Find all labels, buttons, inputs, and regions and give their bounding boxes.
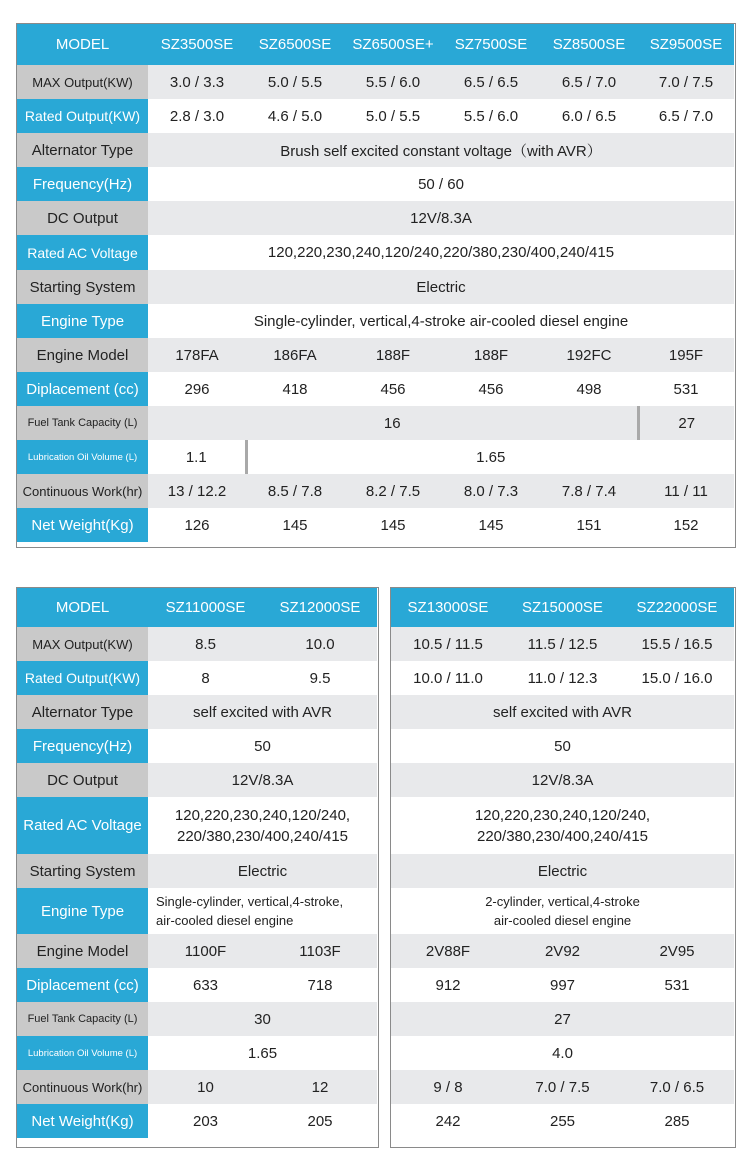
cell: 12V/8.3A [391, 763, 734, 797]
table-row [391, 1070, 734, 1104]
cell-line: air-cooled diesel engine [493, 913, 632, 928]
cell: 9.5 [263, 661, 377, 695]
table-row [17, 304, 734, 338]
cell: 178FA [148, 338, 246, 372]
cell: 12 [263, 1070, 377, 1104]
cell: Electric [391, 854, 734, 888]
cell: 10.0 [263, 627, 377, 661]
cell: 531 [620, 968, 734, 1002]
row-label: Rated Output(KW) [17, 99, 148, 133]
cell: 7.0 / 7.5 [505, 1070, 620, 1104]
cell: 10 [148, 1070, 263, 1104]
table-row [17, 1070, 377, 1104]
cell: 2.8 / 3.0 [148, 99, 246, 133]
table-row [17, 167, 734, 201]
cell: 151 [540, 508, 638, 542]
cell: 186FA [246, 338, 344, 372]
row-label: Fuel Tank Capacity (L) [17, 1002, 148, 1036]
cell: 456 [344, 372, 442, 406]
cell: 1.65 [246, 440, 734, 474]
table-row [17, 338, 734, 372]
cell: 15.0 / 16.0 [620, 661, 734, 695]
row-label: Engine Type [17, 888, 148, 934]
cell: 188F [442, 338, 540, 372]
cell: 2V88F [391, 934, 505, 968]
table-row [17, 888, 377, 934]
row-label: Rated AC Voltage [17, 235, 148, 270]
cell: Single-cylinder, vertical,4-stroke air-cooled diesel engine [148, 304, 734, 338]
cell: Electric [148, 270, 734, 304]
cell-line: 2-cylinder, vertical,4-stroke [485, 894, 640, 909]
cell [391, 797, 734, 854]
cell: 1103F [263, 934, 377, 968]
table-row [17, 729, 377, 763]
row-label: Alternator Type [17, 133, 148, 167]
cell: 11.5 / 12.5 [505, 627, 620, 661]
table-row [391, 797, 734, 854]
cell: 5.5 / 6.0 [344, 65, 442, 99]
cell: 145 [246, 508, 344, 542]
cell: 418 [246, 372, 344, 406]
cell: Electric [148, 854, 377, 888]
table-row [391, 854, 734, 888]
table-row [17, 1002, 377, 1036]
table-row [391, 1002, 734, 1036]
cell: 6.5 / 6.5 [442, 65, 540, 99]
table-row [391, 627, 734, 661]
table-row [391, 968, 734, 1002]
table-row [17, 474, 734, 508]
cell: 1.65 [148, 1036, 377, 1070]
row-label: Diplacement (cc) [17, 372, 148, 406]
row-label: Lubrication Oil Volume (L) [17, 440, 148, 474]
table-row [17, 270, 734, 304]
header-model-name: SZ22000SE [620, 588, 734, 627]
cell: 15.5 / 16.5 [620, 627, 734, 661]
cell: 145 [442, 508, 540, 542]
table-row [17, 1104, 377, 1138]
cell [391, 888, 734, 934]
cell: 8.5 / 7.8 [246, 474, 344, 508]
cell: 7.0 / 7.5 [638, 65, 734, 99]
cell: 11.0 / 12.3 [505, 661, 620, 695]
cell: 8.0 / 7.3 [442, 474, 540, 508]
header-model-name: SZ7500SE [442, 24, 540, 65]
cell: 5.5 / 6.0 [442, 99, 540, 133]
cell-line: Single-cylinder, vertical,4-stroke, [156, 894, 344, 909]
header-model-name: SZ15000SE [505, 588, 620, 627]
row-label: DC Output [17, 201, 148, 235]
table-row [17, 661, 377, 695]
table-row [17, 133, 734, 167]
row-label: Continuous Work(hr) [17, 474, 148, 508]
cell-line: 120,220,230,240,120/240, [474, 806, 651, 824]
table-row [391, 661, 734, 695]
cell: self excited with AVR [148, 695, 377, 729]
cell [148, 797, 377, 854]
cell: 16 [148, 406, 638, 440]
table-row [17, 627, 377, 661]
table-row [391, 1036, 734, 1070]
row-label: DC Output [17, 763, 148, 797]
table-header-row [391, 588, 734, 627]
cell: 285 [620, 1104, 734, 1138]
table-row [391, 763, 734, 797]
table-row [17, 763, 377, 797]
cell: 50 / 60 [148, 167, 734, 201]
table-row [17, 797, 377, 854]
row-label: Starting System [17, 854, 148, 888]
table-header-row [17, 24, 734, 65]
header-model-name: SZ11000SE [148, 588, 263, 627]
spec-table-3 [391, 588, 734, 1138]
cell: 2V92 [505, 934, 620, 968]
cell: 1100F [148, 934, 263, 968]
row-label: Engine Model [17, 934, 148, 968]
row-label: Rated AC Voltage [17, 797, 148, 854]
row-label: Net Weight(Kg) [17, 508, 148, 542]
row-label: Fuel Tank Capacity (L) [17, 406, 148, 440]
cell: Brush self excited constant voltage（with AVR） [148, 133, 734, 167]
table-row [17, 65, 734, 99]
spec-table-2 [17, 588, 377, 1138]
cell-line: air-cooled diesel engine [156, 913, 294, 928]
row-label: Alternator Type [17, 695, 148, 729]
table-header-row [17, 588, 377, 627]
table-row [17, 508, 734, 542]
cell: 12V/8.3A [148, 763, 377, 797]
cell: 50 [148, 729, 377, 763]
header-model-name: SZ6500SE+ [344, 24, 442, 65]
spec-table-1 [17, 24, 734, 542]
row-label: MAX Output(KW) [17, 627, 148, 661]
cell: 5.0 / 5.5 [344, 99, 442, 133]
cell: 1.1 [148, 440, 246, 474]
cell: 203 [148, 1104, 263, 1138]
cell: 997 [505, 968, 620, 1002]
cell: 27 [638, 406, 734, 440]
table-row [391, 888, 734, 934]
cell: 2V95 [620, 934, 734, 968]
table-row [17, 201, 734, 235]
cell: self excited with AVR [391, 695, 734, 729]
table-row [17, 440, 734, 474]
header-model-name: SZ3500SE [148, 24, 246, 65]
header-model-name: SZ13000SE [391, 588, 505, 627]
table-row [17, 854, 377, 888]
header-model-name: SZ12000SE [263, 588, 377, 627]
cell: 145 [344, 508, 442, 542]
table-row [17, 695, 377, 729]
table-row [391, 695, 734, 729]
cell: 9 / 8 [391, 1070, 505, 1104]
cell: 6.5 / 7.0 [638, 99, 734, 133]
cell: 5.0 / 5.5 [246, 65, 344, 99]
cell: 6.0 / 6.5 [540, 99, 638, 133]
cell: 120,220,230,240,120/240,220/380,230/400,240/415 [148, 235, 734, 270]
table-row [17, 968, 377, 1002]
cell: 11 / 11 [638, 474, 734, 508]
table-row [17, 372, 734, 406]
table-row [17, 406, 734, 440]
header-model: MODEL [17, 24, 148, 65]
cell: 188F [344, 338, 442, 372]
cell: 30 [148, 1002, 377, 1036]
cell: 498 [540, 372, 638, 406]
cell: 10.5 / 11.5 [391, 627, 505, 661]
row-label: Diplacement (cc) [17, 968, 148, 1002]
table-row [391, 729, 734, 763]
cell: 7.0 / 6.5 [620, 1070, 734, 1104]
cell: 6.5 / 7.0 [540, 65, 638, 99]
cell: 4.0 [391, 1036, 734, 1070]
header-model: MODEL [17, 588, 148, 627]
cell: 8.2 / 7.5 [344, 474, 442, 508]
cell: 912 [391, 968, 505, 1002]
header-model-name: SZ9500SE [638, 24, 734, 65]
row-label: Rated Output(KW) [17, 661, 148, 695]
row-label: Frequency(Hz) [17, 167, 148, 201]
cell: 242 [391, 1104, 505, 1138]
cell: 13 / 12.2 [148, 474, 246, 508]
cell: 296 [148, 372, 246, 406]
cell: 8.5 [148, 627, 263, 661]
row-label: Lubrication Oil Volume (L) [17, 1036, 148, 1070]
cell: 8 [148, 661, 263, 695]
cell: 195F [638, 338, 734, 372]
cell: 3.0 / 3.3 [148, 65, 246, 99]
cell: 126 [148, 508, 246, 542]
table-row [17, 235, 734, 270]
cell: 4.6 / 5.0 [246, 99, 344, 133]
cell: 12V/8.3A [148, 201, 734, 235]
row-label: Frequency(Hz) [17, 729, 148, 763]
row-label: Engine Type [17, 304, 148, 338]
row-label: MAX Output(KW) [17, 65, 148, 99]
cell: 152 [638, 508, 734, 542]
row-label: Starting System [17, 270, 148, 304]
cell: 456 [442, 372, 540, 406]
cell: 718 [263, 968, 377, 1002]
cell-line: 120,220,230,240,120/240, [174, 806, 351, 824]
cell: 205 [263, 1104, 377, 1138]
table-row [17, 99, 734, 133]
cell-line: 220/380,230/400,240/415 [177, 827, 348, 845]
cell: 27 [391, 1002, 734, 1036]
row-label: Continuous Work(hr) [17, 1070, 148, 1104]
header-model-name: SZ8500SE [540, 24, 638, 65]
cell: 255 [505, 1104, 620, 1138]
table-row [17, 1036, 377, 1070]
table-row [391, 1104, 734, 1138]
cell: 633 [148, 968, 263, 1002]
cell: 50 [391, 729, 734, 763]
table-row [17, 934, 377, 968]
cell: 10.0 / 11.0 [391, 661, 505, 695]
cell-line: 220/380,230/400,240/415 [477, 827, 648, 845]
table-row [391, 934, 734, 968]
cell [148, 888, 377, 934]
row-label: Engine Model [17, 338, 148, 372]
header-model-name: SZ6500SE [246, 24, 344, 65]
cell: 7.8 / 7.4 [540, 474, 638, 508]
row-label: Net Weight(Kg) [17, 1104, 148, 1138]
cell: 531 [638, 372, 734, 406]
cell: 192FC [540, 338, 638, 372]
